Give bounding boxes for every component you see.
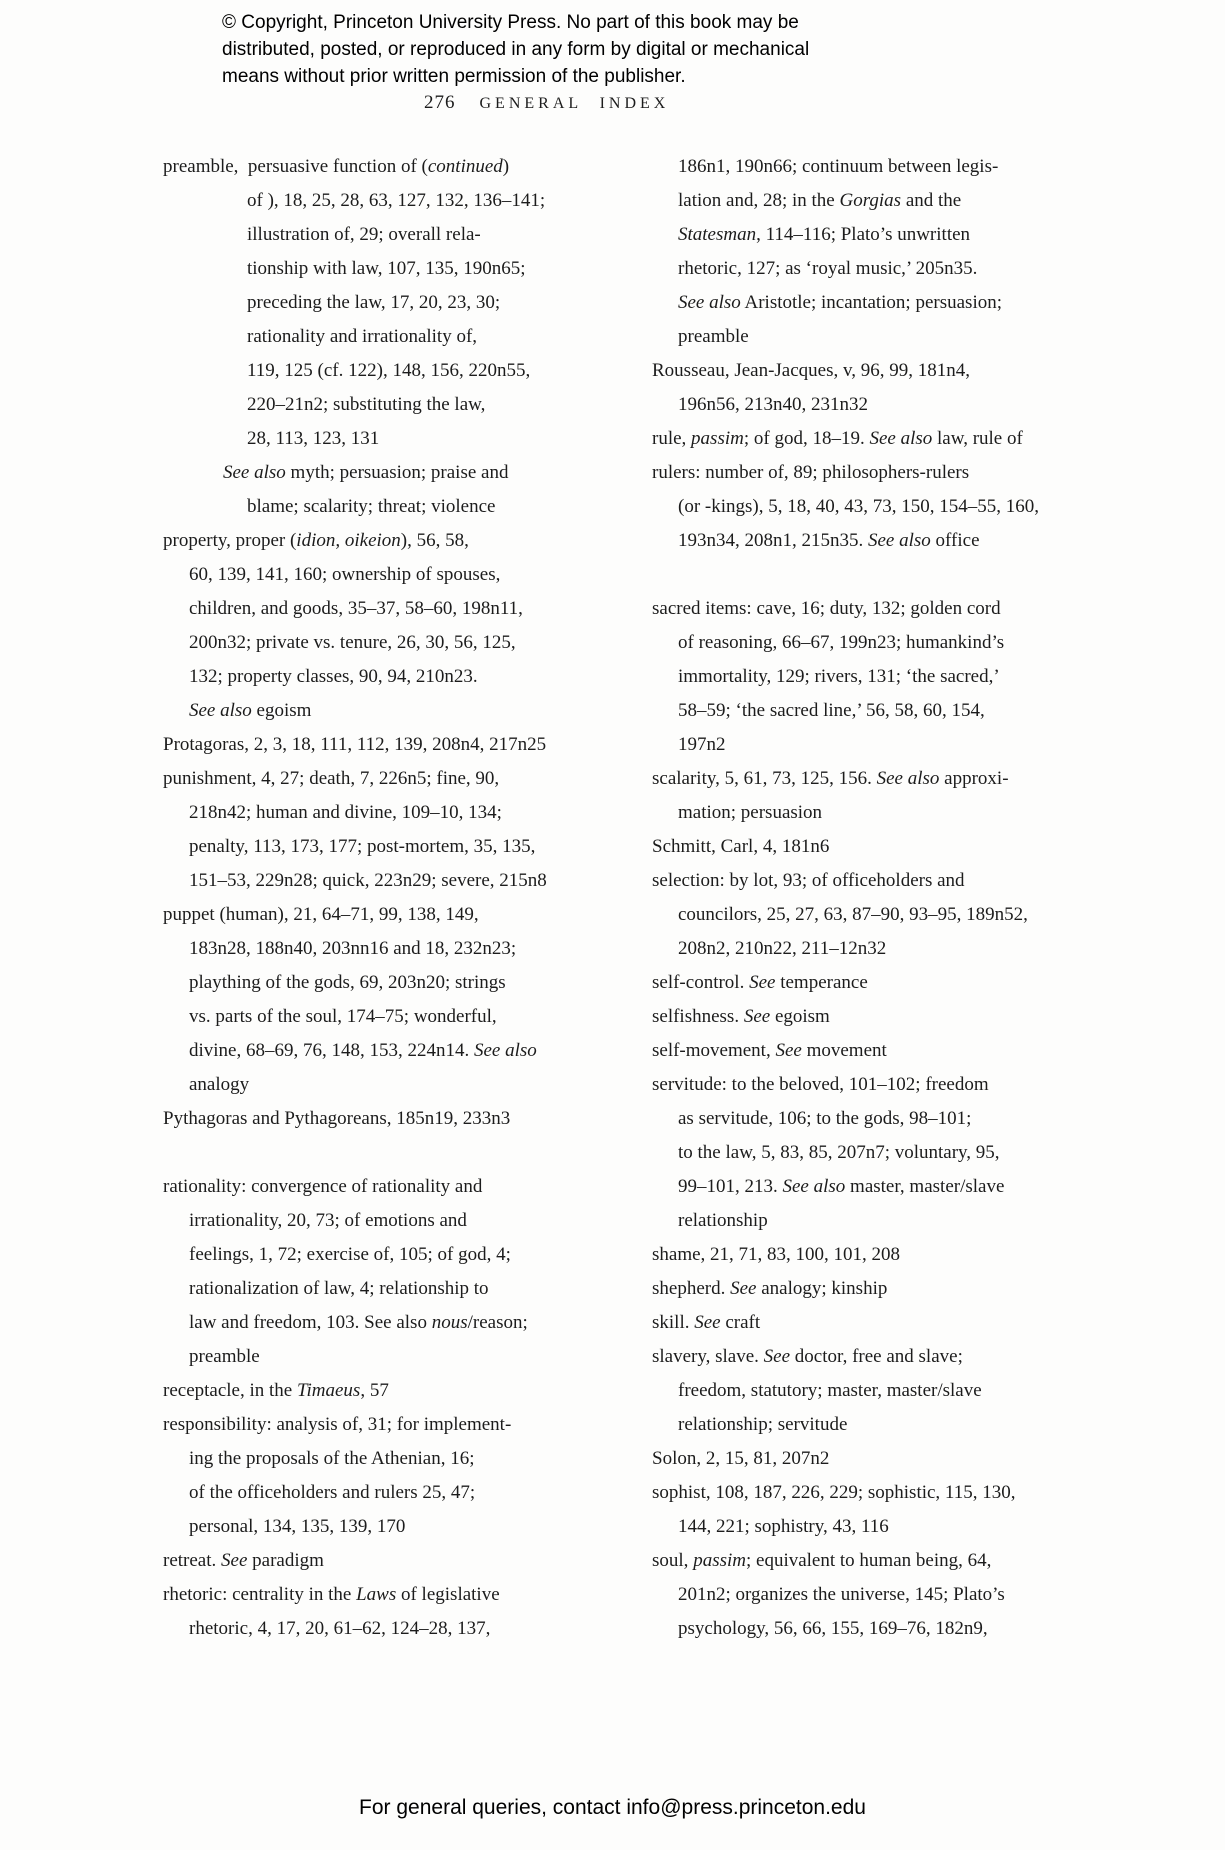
index-line: punishment, 4, 27; death, 7, 226n5; fine, 90, [163,768,500,789]
index-entry [163,1408,548,1544]
index-entry [652,864,1072,966]
index-entry [652,592,1072,762]
index-entry [163,728,548,762]
index-line: immortality, 129; rivers, 131; ‘the sacred,’ [678,666,1000,687]
index-line: as servitude, 106; to the gods, 98–101; [678,1108,972,1129]
index-line: psychology, 56, 66, 155, 169–76, 182n9, [678,1618,988,1639]
index-entry [163,1170,548,1374]
index-line: Solon, 2, 15, 81, 207n2 [652,1448,830,1469]
page-header [424,92,669,114]
index-line: of ), 18, 25, 28, 63, 127, 132, 136–141; [247,190,546,211]
index-entry [163,1102,548,1136]
footer-query-note: For general queries, contact info@press.princeton.edu [359,1796,866,1819]
index-line: 197n2 [678,734,726,755]
index-line: property, proper (idion, oikeion), 56, 58, [163,530,469,551]
index-line: 58–59; ‘the sacred line,’ 56, 58, 60, 154, [678,700,985,721]
index-line: sophist, 108, 187, 226, 229; sophistic, 115, 130, [652,1482,1016,1503]
index-line: See also Aristotle; incantation; persuasion; [678,292,1003,313]
page-header-title: GENERAL INDEX [479,95,670,112]
index-line: divine, 68–69, 76, 148, 153, 224n14. See also [189,1040,537,1061]
index-line: illustration of, 29; overall rela- [247,224,481,245]
index-line: rhetoric, 4, 17, 20, 61–62, 124–28, 137, [189,1618,491,1639]
index-entry [652,1068,1072,1238]
index-line: 200n32; private vs. tenure, 26, 30, 56, 125, [189,632,516,653]
index-line: 183n28, 188n40, 203nn16 and 18, 232n23; [189,938,517,959]
index-entry [652,966,1072,1000]
index-entry [163,1374,548,1408]
index-line: to the law, 5, 83, 85, 207n7; voluntary, 95, [678,1142,1000,1163]
index-line: preamble [678,326,749,347]
index-line: 218n42; human and divine, 109–10, 134; [189,802,502,823]
page-number: 276 [424,92,456,113]
index-line: penalty, 113, 173, 177; post-mortem, 35, 135, [189,836,536,857]
index-line: law and freedom, 103. See also nous/reason; [189,1312,528,1333]
index-line: tionship with law, 107, 135, 190n65; [247,258,526,279]
index-line: shepherd. See analogy; kinship [652,1278,888,1299]
index-line: 151–53, 229n28; quick, 223n29; severe, 215n8 [189,870,547,891]
index-line: rule, passim; of god, 18–19. See also law, rule of [652,428,1023,449]
index-entry [652,422,1072,456]
copyright-line: © Copyright, Princeton University Press. No part of this book may be [222,12,799,33]
index-line: retreat. See paradigm [163,1550,324,1571]
index-line: preamble [189,1346,260,1367]
index-entry [652,1476,1072,1544]
index-right-column [652,150,1072,1646]
index-entry [652,1442,1072,1476]
index-line: relationship [678,1210,768,1231]
index-entry [652,354,1072,422]
index-line: rulers: number of, 89; philosophers-rulers [652,462,970,483]
index-line: councilors, 25, 27, 63, 87–90, 93–95, 189n52, [678,904,1028,925]
index-line: personal, 134, 135, 139, 170 [189,1516,406,1537]
index-entry [652,456,1072,558]
index-line: 119, 125 (cf. 122), 148, 156, 220n55, [247,360,531,381]
index-line: See also egoism [189,700,312,721]
index-line: 144, 221; sophistry, 43, 116 [678,1516,889,1537]
index-line: 186n1, 190n66; continuum between legis- [678,156,999,177]
index-entry [163,898,548,1102]
index-line: 132; property classes, 90, 94, 210n23. [189,666,478,687]
index-entry [163,762,548,898]
index-line: receptacle, in the Timaeus, 57 [163,1380,389,1401]
index-entry [652,762,1072,830]
index-entry [163,1578,548,1646]
index-line: scalarity, 5, 61, 73, 125, 156. See also approxi- [652,768,1009,789]
copyright-line: means without prior written permission of the publisher. [222,66,686,87]
index-line: preceding the law, 17, 20, 23, 30; [247,292,501,313]
index-line: rationalization of law, 4; relationship to [189,1278,489,1299]
index-line: self-control. See temperance [652,972,868,993]
index-line: Protagoras, 2, 3, 18, 111, 112, 139, 208n4, 217n25 [163,734,547,755]
index-line: selfishness. See egoism [652,1006,830,1027]
index-entry [163,524,548,728]
index-line: mation; persuasion [678,802,823,823]
index-line: (or -kings), 5, 18, 40, 43, 73, 150, 154–55, 160, [678,496,1039,517]
index-line: Pythagoras and Pythagoreans, 185n19, 233n3 [163,1108,511,1129]
index-line: Schmitt, Carl, 4, 181n6 [652,836,830,857]
index-line: rhetoric: centrality in the Laws of legislative [163,1584,500,1605]
index-line: 99–101, 213. See also master, master/slave [678,1176,1005,1197]
copyright-line: distributed, posted, or reproduced in any form by digital or mechanical [222,39,810,60]
index-line: irrationality, 20, 73; of emotions and [189,1210,467,1231]
index-line: plaything of the gods, 69, 203n20; strings [189,972,506,993]
index-line: feelings, 1, 72; exercise of, 105; of god, 4; [189,1244,511,1265]
index-line: 60, 139, 141, 160; ownership of spouses, [189,564,501,585]
index-line: preamble, persuasive function of (continued) [163,156,510,177]
index-line: rhetoric, 127; as ‘royal music,’ 205n35. [678,258,978,279]
index-line: 196n56, 213n40, 231n32 [678,394,868,415]
index-entry [652,1306,1072,1340]
index-entry [652,1272,1072,1306]
copyright-notice [222,9,809,90]
index-line: servitude: to the beloved, 101–102; freedom [652,1074,989,1095]
index-entry [163,150,548,524]
index-line: vs. parts of the soul, 174–75; wonderful, [189,1006,497,1027]
index-line: sacred items: cave, 16; duty, 132; golden cord [652,598,1001,619]
index-line: 28, 113, 123, 131 [247,428,380,449]
index-line: responsibility: analysis of, 31; for implement- [163,1414,512,1435]
index-line: analogy [189,1074,250,1095]
index-line: blame; scalarity; threat; violence [247,496,496,517]
index-line: relationship; servitude [678,1414,848,1435]
index-line: rationality and irrationality of, [247,326,478,347]
index-entry [652,1544,1072,1646]
index-line: ing the proposals of the Athenian, 16; [189,1448,475,1469]
index-line: 193n34, 208n1, 215n35. See also office [678,530,980,551]
index-line: of the officeholders and rulers 25, 47; [189,1482,476,1503]
index-line: Rousseau, Jean-Jacques, v, 96, 99, 181n4, [652,360,971,381]
index-line: 201n2; organizes the universe, 145; Plato’s [678,1584,1005,1605]
index-entry [163,1544,548,1578]
index-line: 208n2, 210n22, 211–12n32 [678,938,887,959]
index-line: See also myth; persuasion; praise and [223,462,509,483]
index-line: slavery, slave. See doctor, free and slave; [652,1346,963,1367]
index-line: Statesman, 114–116; Plato’s unwritten [678,224,971,245]
index-line: puppet (human), 21, 64–71, 99, 138, 149, [163,904,479,925]
index-line: lation and, 28; in the Gorgias and the [678,190,962,211]
index-line: skill. See craft [652,1312,761,1333]
index-left-column [163,150,548,1646]
index-line: of reasoning, 66–67, 199n23; humankind’s [678,632,1005,653]
index-entry [652,150,1072,354]
index-line: children, and goods, 35–37, 58–60, 198n11, [189,598,523,619]
index-line: soul, passim; equivalent to human being, 64, [652,1550,992,1571]
index-entry [652,1238,1072,1272]
index-entry [652,1034,1072,1068]
index-entry [652,1340,1072,1442]
index-line: rationality: convergence of rationality and [163,1176,483,1197]
index-line: selection: by lot, 93; of officeholders and [652,870,965,891]
index-entry [652,1000,1072,1034]
index-entry [652,830,1072,864]
index-line: freedom, statutory; master, master/slave [678,1380,982,1401]
index-line: shame, 21, 71, 83, 100, 101, 208 [652,1244,901,1265]
index-line: 220–21n2; substituting the law, [247,394,486,415]
index-line: self-movement, See movement [652,1040,887,1061]
